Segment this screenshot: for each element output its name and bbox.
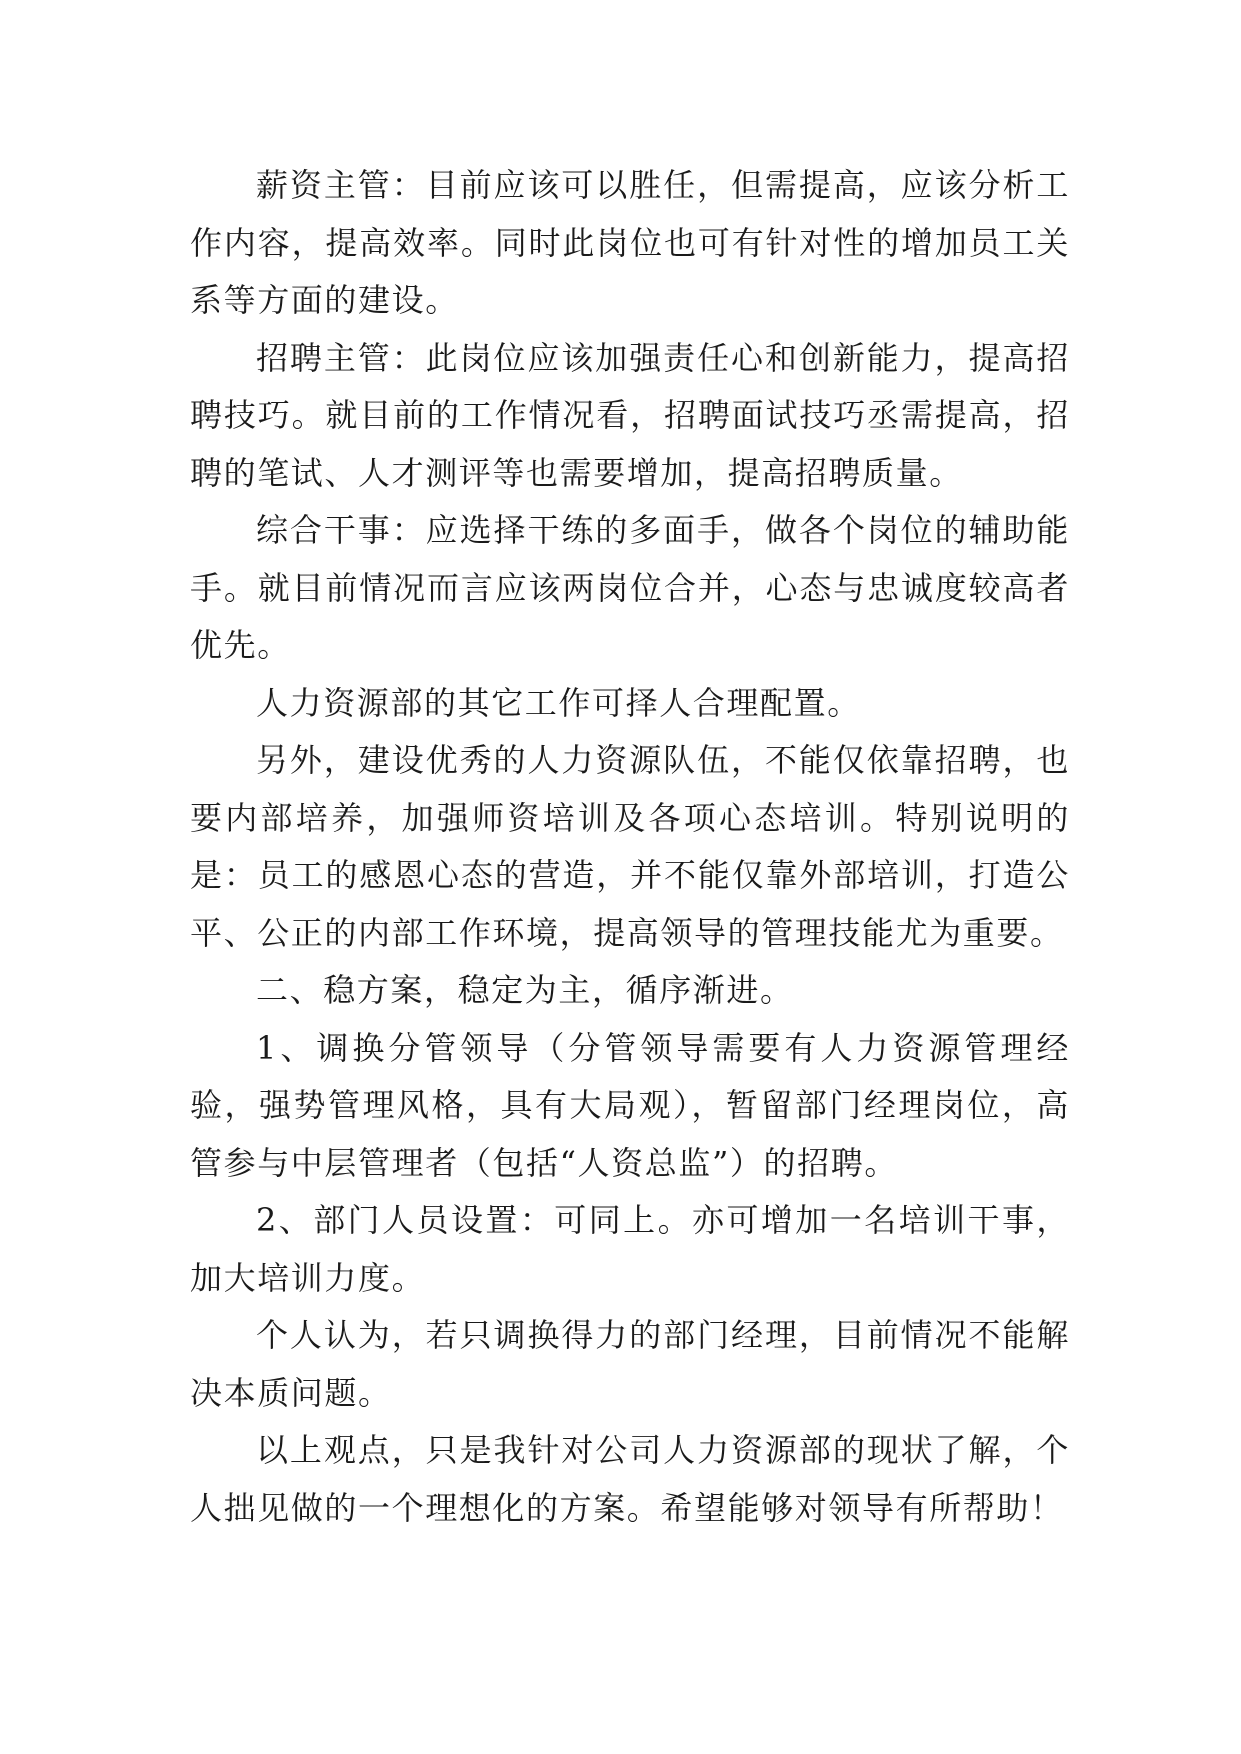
- paragraph-plan-two-item-2: 2、部门人员设置：可同上。亦可增加一名培训干事，加大培训力度。: [190, 1201, 1070, 1297]
- paragraph-other-work: 人力资源部的其它工作可择人合理配置。: [256, 683, 861, 722]
- paragraph-team-building: 另外，建设优秀的人力资源队伍，不能仅依靠招聘，也要内部培养，加强师资培训及各项心态培训。特别说明的是：员工的感恩心态的营造，并不能仅靠外部培训，打造公平、公正的内部工作环境，提高领导的管理技能尤为重要。: [190, 741, 1070, 952]
- paragraph-personal-opinion: 个人认为，若只调换得力的部门经理，目前情况不能解决本质问题。: [190, 1316, 1070, 1412]
- paragraph-salary-supervisor: 薪资主管：目前应该可以胜任，但需提高，应该分析工作内容，提高效率。同时此岗位也可有针对性的增加员工关系等方面的建设。: [190, 166, 1070, 319]
- paragraph-plan-two-heading: 二、稳方案，稳定为主，循序渐进。: [256, 971, 794, 1009]
- paragraph-conclusion: 以上观点，只是我针对公司人力资源部的现状了解，个人拙见做的一个理想化的方案。希望能够对领导有所帮助！: [190, 1431, 1070, 1527]
- paragraph-general-officer: 综合干事：应选择干练的多面手，做各个岗位的辅助能手。就目前情况而言应该两岗位合并，心态与忠诚度较高者优先。: [190, 511, 1070, 664]
- paragraph-plan-two-item-1: 1、调换分管领导（分管领导需要有人力资源管理经验，强势管理风格，具有大局观），暂留部门经理岗位，高管参与中层管理者（包括“人资总监”）的招聘。: [190, 1028, 1070, 1182]
- paragraph-recruitment-supervisor: 招聘主管：此岗位应该加强责任心和创新能力，提高招聘技巧。就目前的工作情况看，招聘面试技巧丞需提高，招聘的笔试、人才测评等也需要增加，提高招聘质量。: [190, 338, 1070, 492]
- document-body: [190, 157, 1070, 1537]
